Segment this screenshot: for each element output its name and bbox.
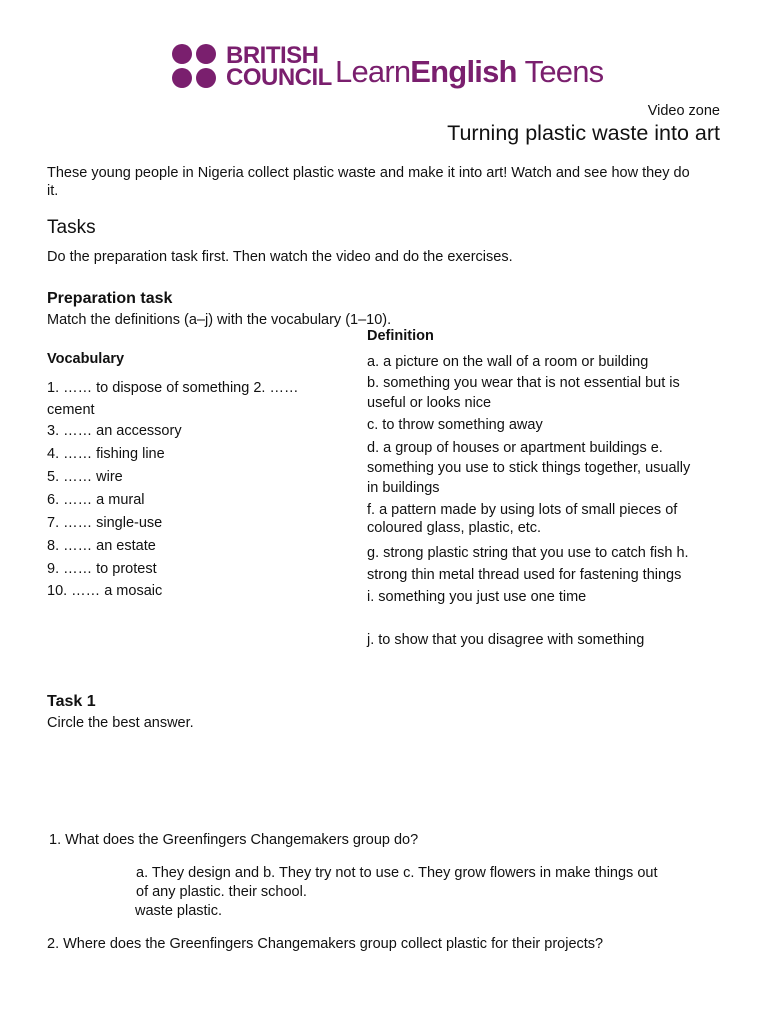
definition-item: f. a pattern made by using lots of small pieces of coloured glass, plastic, etc. — [367, 502, 678, 536]
vocab-item: 6. …… a mural — [47, 492, 145, 508]
page-title: Turning plastic waste into art — [447, 121, 720, 145]
task1-instruction: Circle the best answer. — [47, 715, 194, 731]
logo-dot-icon — [172, 68, 192, 88]
learnenglish-teens-logo — [335, 54, 603, 90]
preparation-heading: Preparation task — [47, 290, 173, 307]
definition-item: b. something you wear that is not essential but is useful or looks nice — [367, 375, 680, 411]
question-1-options-line-1: a. They design and b. They try not to use c. They grow flowers in make things out — [136, 865, 658, 881]
definition-item: c. to throw something away — [367, 417, 543, 433]
vocab-item: 7. …… single-use — [47, 515, 163, 531]
british-council-logo-icon — [172, 44, 218, 90]
definition-item: d. a group of houses or apartment buildings e. something you use to stick things together, usually in buildings — [367, 440, 691, 496]
vocab-item: 1. …… to dispose of something 2. …… cement — [47, 380, 299, 418]
tasks-instruction: Do the preparation task first. Then watch the video and do the exercises. — [47, 249, 513, 265]
logo-dot-icon — [172, 44, 192, 64]
definition-item: a. a picture on the wall of a room or building — [367, 354, 649, 370]
preparation-instruction: Match the definitions (a–j) with the vocabulary (1–10). — [47, 312, 392, 328]
question-1-options-line-2: of any plastic. their school. — [136, 884, 307, 900]
brand-line-1: BRITISH — [226, 42, 319, 69]
vocab-item: 5. …… wire — [47, 469, 123, 485]
question-1-options-line-3: waste plastic. — [135, 903, 223, 919]
logo-dot-icon — [196, 44, 216, 64]
logo-english: English — [410, 54, 517, 89]
brand-line-2: COUNCIL — [226, 64, 332, 91]
vocab-item: 8. …… an estate — [47, 538, 156, 554]
vocab-item: 4. …… fishing line — [47, 446, 165, 462]
vocab-item: 10. …… a mosaic — [47, 583, 163, 599]
tasks-heading: Tasks — [47, 217, 96, 238]
vocabulary-heading: Vocabulary — [47, 351, 125, 367]
logo-teens: Teens — [524, 54, 604, 89]
definition-heading: Definition — [367, 328, 434, 344]
question-2: 2. Where does the Greenfingers Changemakers group collect plastic for their projects? — [47, 936, 604, 952]
question-1: 1. What does the Greenfingers Changemakers group do? — [49, 832, 419, 848]
vocab-item: 9. …… to protest — [47, 561, 157, 577]
vocab-item: 3. …… an accessory — [47, 423, 182, 439]
logo-learn: Learn — [335, 54, 411, 89]
definition-item: g. strong plastic string that you use to catch fish h. strong thin metal thread used for fastening things i. something you just use one time — [367, 545, 689, 605]
logo-dot-icon — [196, 68, 216, 88]
task1-heading: Task 1 — [47, 693, 96, 710]
definition-item: j. to show that you disagree with something — [367, 632, 645, 648]
intro-text: These young people in Nigeria collect plastic waste and make it into art! Watch and see how they do it. — [47, 165, 690, 199]
section-label: Video zone — [647, 103, 720, 119]
